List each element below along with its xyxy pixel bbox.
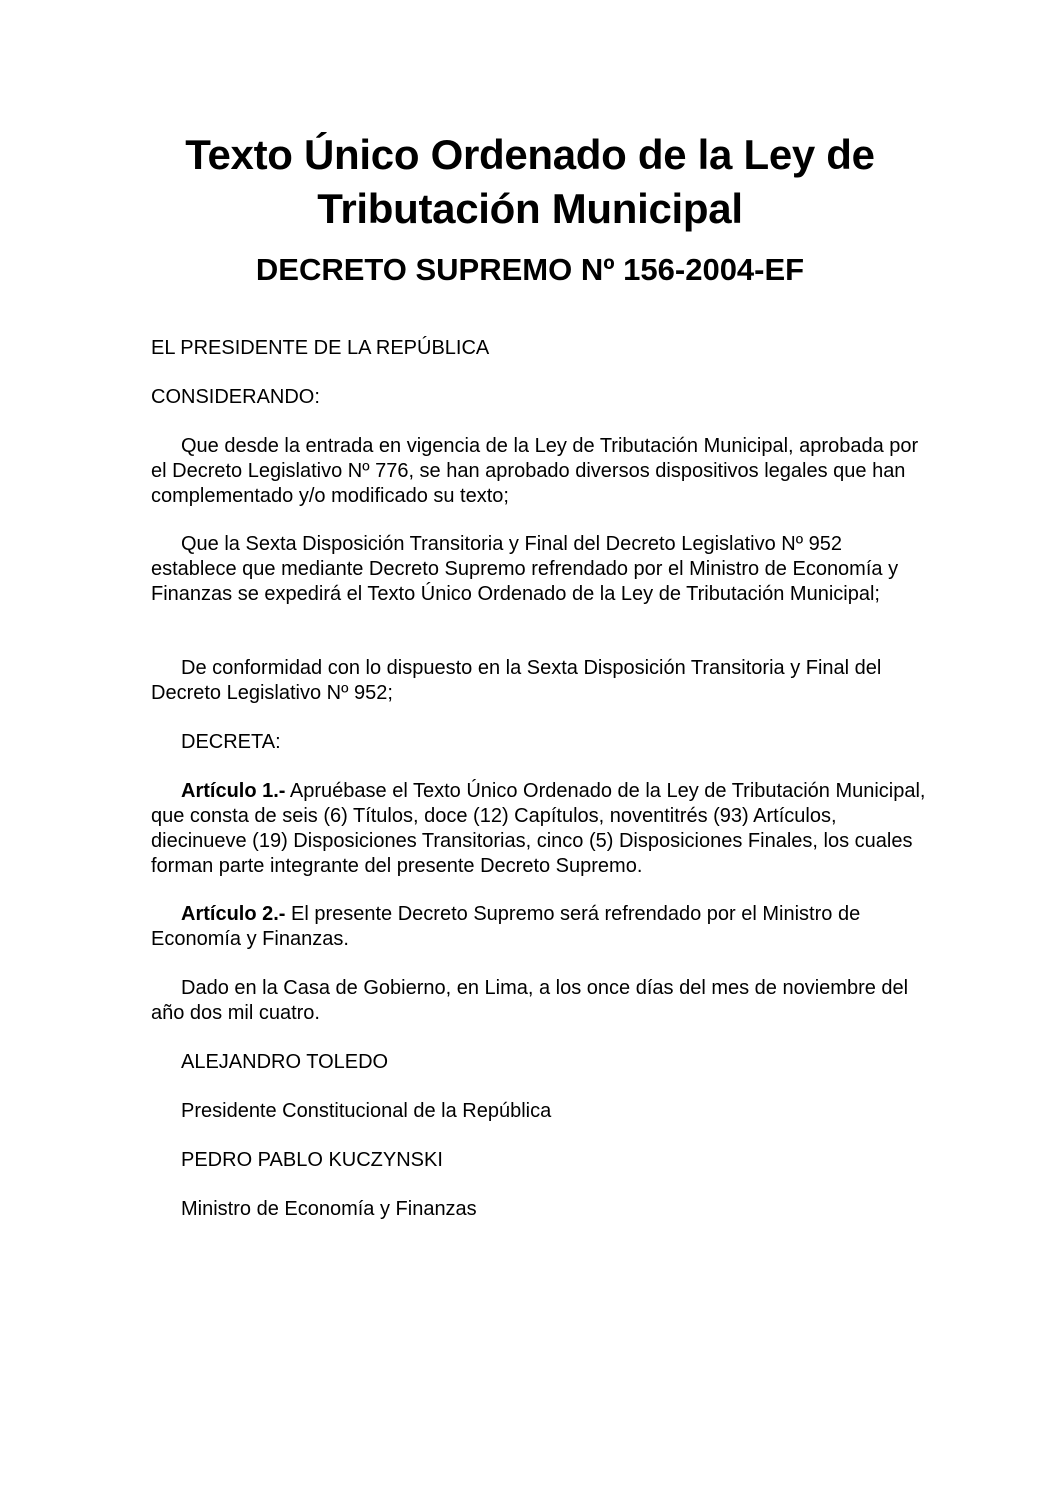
title-line-2: Tributación Municipal xyxy=(317,185,743,232)
considerando-heading: CONSIDERANDO: xyxy=(151,386,320,408)
paragraph-1: Que desde la entrada en vigencia de la Ley de Tributación Municipal, aprobada por el Decreto Legislativo Nº 776, se han aprobado diversos dispositivos legales que han complementado y/o modificado su texto; xyxy=(151,435,919,507)
dado-paragraph: Dado en la Casa de Gobierno, en Lima, a los once días del mes de noviembre del año dos mil cuatro. xyxy=(151,977,909,1024)
paragraph-2: Que la Sexta Disposición Transitoria y Final del Decreto Legislativo Nº 952 establece que mediante Decreto Supremo refrendado por el Ministro de Economía y Finanzas se expedirá el Texto Único Ordenado de la Ley de Tributación Municipal; xyxy=(151,533,899,605)
decree-heading: DECRETO SUPREMO Nº 156-2004-EF xyxy=(255,252,805,287)
signer-2-title: Ministro de Economía y Finanzas xyxy=(181,1198,477,1220)
article-2 xyxy=(151,902,931,952)
issuer-line: EL PRESIDENTE DE LA REPÚBLICA xyxy=(151,337,490,359)
article-1-label: Artículo 1.- xyxy=(181,780,286,802)
article-1-text: Apruébase el Texto Único Ordenado de la Ley de Tributación Municipal, que consta de seis (6) Títulos, doce (12) Capítulos, noventitrés (93) Artículos, diecinueve (19) Disposiciones Transitorias, cinco (5) Disposiciones Finales, los cuales forman parte integrante del presente Decreto Supremo. xyxy=(151,780,926,877)
document-title xyxy=(100,128,960,236)
signer-2-name: PEDRO PABLO KUCZYNSKI xyxy=(181,1149,443,1171)
title-line-1: Texto Único Ordenado de la Ley de xyxy=(185,131,875,178)
article-2-label: Artículo 2.- xyxy=(181,903,286,925)
signer-1-title: Presidente Constitucional de la República xyxy=(181,1100,552,1122)
article-1 xyxy=(151,779,931,879)
article-2-text: El presente Decreto Supremo será refrendado por el Ministro de Economía y Finanzas. xyxy=(151,903,861,950)
paragraph-3: De conformidad con lo dispuesto en la Sexta Disposición Transitoria y Final del Decreto Legislativo Nº 952; xyxy=(151,657,882,704)
signer-1-name: ALEJANDRO TOLEDO xyxy=(181,1051,389,1073)
decreta-heading: DECRETA: xyxy=(181,731,281,753)
